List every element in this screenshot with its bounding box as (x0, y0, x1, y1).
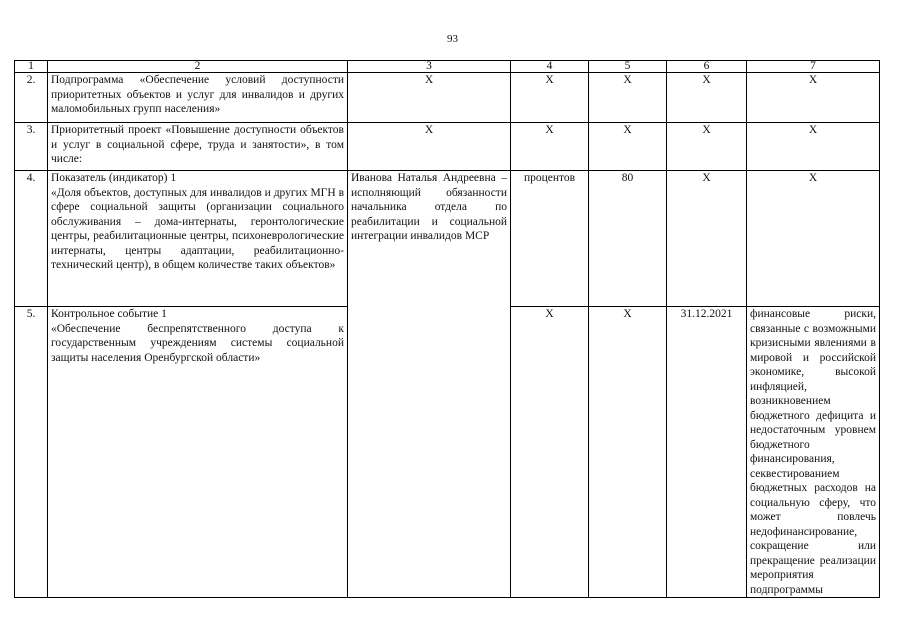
row-number: 2. (15, 73, 48, 123)
unit-cell: Х (511, 73, 589, 123)
responsible-cell: Х (348, 73, 511, 123)
header-cell: 7 (747, 61, 880, 73)
value-cell: Х (589, 307, 667, 598)
date-cell: Х (667, 171, 747, 307)
risks-cell: Х (747, 171, 880, 307)
row-number: 3. (15, 123, 48, 171)
date-cell: Х (667, 73, 747, 123)
row-name (48, 171, 348, 307)
row-name: Подпрограмма «Обеспечение условий доступности приоритетных объектов и услуг для инвалидов и других маломобильных групп населения» (48, 73, 348, 123)
header-cell: 3 (348, 61, 511, 73)
risks-cell: Х (747, 73, 880, 123)
indicator-table (14, 60, 880, 598)
indicator-title: Показатель (индикатор) 1 (51, 172, 177, 184)
table-row (15, 73, 880, 123)
header-cell: 5 (589, 61, 667, 73)
date-cell: 31.12.2021 (667, 307, 747, 598)
unit-cell: Х (511, 123, 589, 171)
value-cell: Х (589, 123, 667, 171)
row-name (48, 307, 348, 598)
header-cell: 6 (667, 61, 747, 73)
header-cell: 2 (48, 61, 348, 73)
unit-cell: Х (511, 307, 589, 598)
value-cell: Х (589, 73, 667, 123)
date-cell: Х (667, 123, 747, 171)
risks-cell: Х (747, 123, 880, 171)
page-number: 93 (447, 33, 458, 45)
event-title: Контрольное событие 1 (51, 308, 167, 320)
table-row (15, 123, 880, 171)
event-text: «Обеспечение беспрепятственного доступа к государственным учреждениям системы социальной защиты населения Оренбургской области» (51, 322, 344, 364)
row-number: 4. (15, 171, 48, 307)
header-cell: 1 (15, 61, 48, 73)
unit-cell: процентов (511, 171, 589, 307)
value-cell: 80 (589, 171, 667, 307)
table-row (15, 171, 880, 307)
risks-cell: финансовые риски, связанные с возможными кризисными явлениями в мировой и российской экономике, высокой инфляцией, возникновением бюджетного дефицита и недостаточным уровнем бюджетного финансирования, секвестированием бюджетных расходов на социальную сферу, что может повлечь недофинансирование, сокращение или прекращение реализации мероприятия подпрограммы (747, 307, 880, 598)
responsible-cell: Х (348, 123, 511, 171)
responsible-cell: Иванова Наталья Андреевна – исполняющий обязанности начальника отдела по реабилитации и социальной интеграции инвалидов МСР (348, 171, 511, 598)
indicator-text: «Доля объектов, доступных для инвалидов и других МГН в сфере социальной защиты (организации социального обслуживания – дома-интернаты, геронтологические центры, реабилитационные центры, психоневрологические интернаты, центры адаптации, реабилитационно-технический центр), в общем количестве таких объектов» (51, 186, 344, 271)
row-number: 5. (15, 307, 48, 598)
header-cell: 4 (511, 61, 589, 73)
header-row (15, 61, 880, 73)
row-name: Приоритетный проект «Повышение доступности объектов и услуг в социальной сфере, труда и занятости», в том числе: (48, 123, 348, 171)
